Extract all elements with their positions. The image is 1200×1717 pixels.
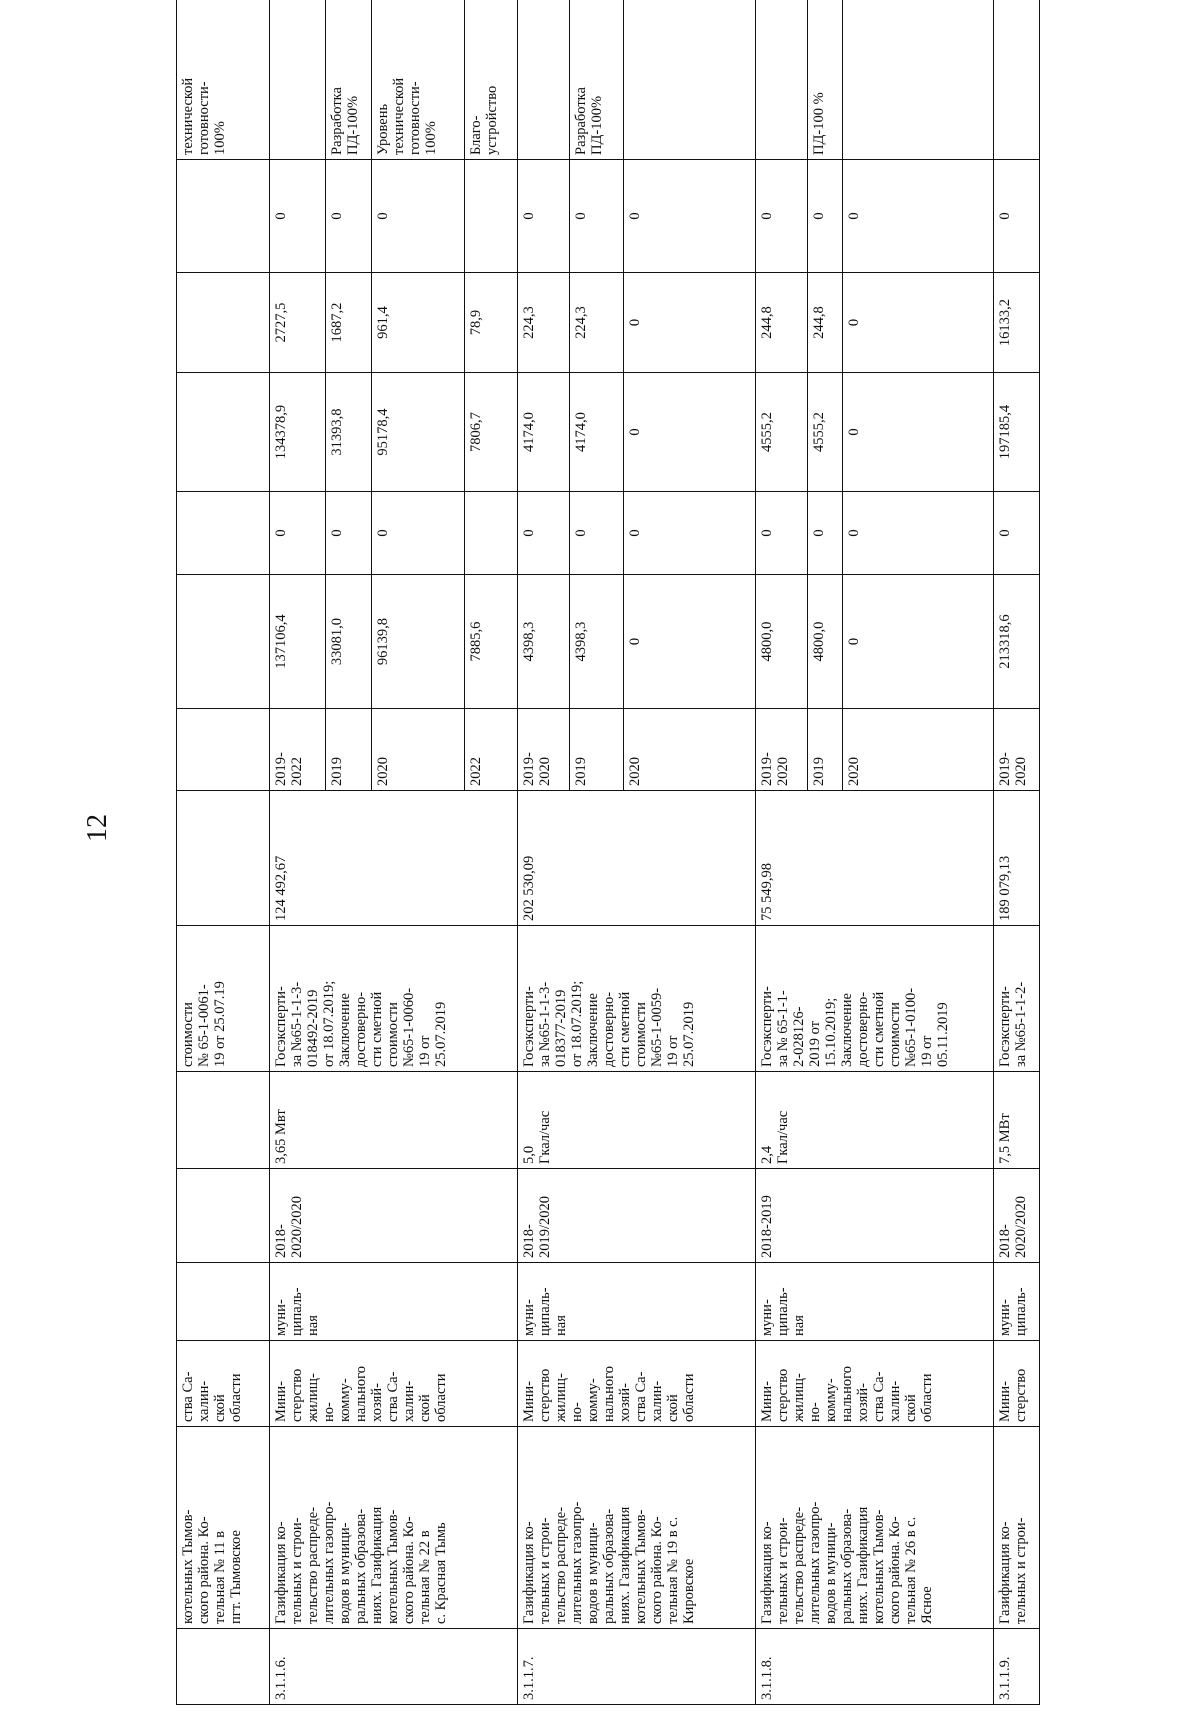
cell-v5: 0 bbox=[518, 160, 570, 273]
cell-period: 2018- 2020/2020 bbox=[270, 1169, 518, 1263]
cell-result bbox=[756, 0, 808, 160]
cell-v5: 0 bbox=[808, 160, 843, 273]
cell-v4: 2727,5 bbox=[270, 273, 326, 373]
cell-v4: 961,4 bbox=[371, 273, 464, 373]
cell-result bbox=[270, 0, 326, 160]
cell-name: Газификация ко- тельных и строи- тельство распреде- лительных газопро- водов в муници- pальных образова- ниях. Газификация котельных Тымов- ского района. Ко- тельная № 19 в с. Кировское bbox=[518, 1427, 756, 1629]
cell-v3: 4174,0 bbox=[570, 373, 624, 492]
cell-v5: 0 bbox=[326, 160, 372, 273]
cell-result: Благо- устройство bbox=[464, 0, 518, 160]
cell-result: ПД-100 % bbox=[808, 0, 843, 160]
cell-ownership: муни- ципаль- bbox=[994, 1263, 1040, 1341]
cell-v2: 0 bbox=[371, 492, 464, 575]
cell-v4: 224,3 bbox=[518, 273, 570, 373]
cell-customer: Мини- стерство bbox=[994, 1341, 1040, 1427]
cell-v5: 0 bbox=[623, 160, 755, 273]
cell-v5: 0 bbox=[756, 160, 808, 273]
cell-code: 3.1.1.8. bbox=[756, 1629, 994, 1705]
cell-period: 2018-2019 bbox=[756, 1169, 994, 1263]
cell-v1: 96139,8 bbox=[371, 575, 464, 709]
cell-capacity: 3,65 Мвт bbox=[270, 1072, 518, 1169]
cell-ownership: муни- ципаль- ная bbox=[270, 1263, 518, 1341]
cell-v3: 7806,7 bbox=[464, 373, 518, 492]
cell-result bbox=[623, 0, 755, 160]
table-row bbox=[177, 0, 270, 1705]
cell-v2: 0 bbox=[570, 492, 624, 575]
budget-table bbox=[176, 0, 1040, 1705]
cell-year: 2019- 2020 bbox=[518, 709, 570, 791]
cell-year: 2019 bbox=[570, 709, 624, 791]
cell-year: 2019 bbox=[326, 709, 372, 791]
cell-year: 2019- 2022 bbox=[270, 709, 326, 791]
cell-name: котельных Тымов- ского района. Ко- тельная № 11 в пгт. Тымовское bbox=[177, 1427, 270, 1629]
cell-v1: 4398,3 bbox=[518, 575, 570, 709]
cell-v4: 78,9 bbox=[464, 273, 518, 373]
cell-v1: 137106,4 bbox=[270, 575, 326, 709]
cell-capacity: 7,5 МВт bbox=[994, 1072, 1040, 1169]
cell-name: Газификация ко- тельных и строи- тельство распреде- лительных газопро- водов в муници- pальных образова- ниях. Газификация котельных Тымов- ского района. Ко- тельная № 22 в с. Красная Тымь bbox=[270, 1427, 518, 1629]
cell-v4 bbox=[177, 273, 270, 373]
cell-v4: 224,3 bbox=[570, 273, 624, 373]
cell-period: 2018- 2019/2020 bbox=[518, 1169, 756, 1263]
cell-v3: 4555,2 bbox=[808, 373, 843, 492]
cell-customer: ства Са- халин- ской области bbox=[177, 1341, 270, 1427]
cell-v1: 33081,0 bbox=[326, 575, 372, 709]
cell-year: 2022 bbox=[464, 709, 518, 791]
cell-v3: 134378,9 bbox=[270, 373, 326, 492]
cell-ownership: муни- ципаль- ная bbox=[518, 1263, 756, 1341]
cell-v4: 0 bbox=[843, 273, 994, 373]
cell-cost bbox=[177, 791, 270, 926]
cell-v4: 16133,2 bbox=[994, 273, 1040, 373]
cell-v3: 95178,4 bbox=[371, 373, 464, 492]
cell-customer: Мини- стерство жилищ- но- комму- нального хозяй- ства Са- халин- ской области bbox=[518, 1341, 756, 1427]
cell-v3: 197185,4 bbox=[994, 373, 1040, 492]
table-row bbox=[756, 0, 808, 1705]
cell-v5: 0 bbox=[843, 160, 994, 273]
cell-result bbox=[994, 0, 1040, 160]
cell-capacity: 2,4 Гкал/час bbox=[756, 1072, 994, 1169]
cell-v1: 4800,0 bbox=[756, 575, 808, 709]
cell-v3 bbox=[177, 373, 270, 492]
table-row bbox=[270, 0, 326, 1705]
cell-code bbox=[177, 1629, 270, 1705]
cell-name: Газификация ко- тельных и строи- тельство распреде- лительных газопро- водов в муници- pальных образова- ниях. Газификация котельных Тымов- ского района. Ко- тельная № 26 в с. Ясное bbox=[756, 1427, 994, 1629]
cell-v4: 0 bbox=[623, 273, 755, 373]
cell-code: 3.1.1.7. bbox=[518, 1629, 756, 1705]
cell-expertise: Госэксперти- за №65-1-1-3- 018492-2019 от 18.07.2019; Заключение достоверно- сти сметной стоимости №65-1-0060- 19 от 25.07.2019 bbox=[270, 926, 518, 1072]
cell-v1: 4800,0 bbox=[808, 575, 843, 709]
cell-period bbox=[177, 1169, 270, 1263]
cell-v1: 0 bbox=[623, 575, 755, 709]
cell-result: Уровень технической готовности- 100% bbox=[371, 0, 464, 160]
cell-v3: 4555,2 bbox=[756, 373, 808, 492]
cell-v2: 0 bbox=[518, 492, 570, 575]
cell-v4: 244,8 bbox=[808, 273, 843, 373]
cell-ownership bbox=[177, 1263, 270, 1341]
cell-result: Разработка ПД-100% bbox=[570, 0, 624, 160]
cell-v5: 0 bbox=[270, 160, 326, 273]
cell-expertise: Госэксперти- за № 65-1-1- 2-028126- 2019 от 15.10.2019; Заключение достоверно- сти сметной стоимости №65-1-0100- 19 от 05.11.2019 bbox=[756, 926, 994, 1072]
cell-ownership: муни- ципаль- ная bbox=[756, 1263, 994, 1341]
cell-year: 2020 bbox=[843, 709, 994, 791]
cell-expertise: стоимости № 65-1-0061- 19 от 25.07.19 bbox=[177, 926, 270, 1072]
cell-v1: 4398,3 bbox=[570, 575, 624, 709]
cell-cost: 124 492,67 bbox=[270, 791, 518, 926]
cell-capacity bbox=[177, 1072, 270, 1169]
cell-name: Газификация ко- тельных и строи- bbox=[994, 1427, 1040, 1629]
cell-v2: 0 bbox=[756, 492, 808, 575]
cell-v5: 0 bbox=[570, 160, 624, 273]
cell-customer: Мини- стерство жилищ- но- комму- нального хозяй- ства Са- халин- ской области bbox=[756, 1341, 994, 1427]
cell-result: технической готовности- 100% bbox=[177, 0, 270, 160]
cell-result bbox=[518, 0, 570, 160]
cell-v3: 31393,8 bbox=[326, 373, 372, 492]
cell-v5 bbox=[464, 160, 518, 273]
cell-period: 2018- 2020/2020 bbox=[994, 1169, 1040, 1263]
cell-v2: 0 bbox=[808, 492, 843, 575]
cell-v5: 0 bbox=[994, 160, 1040, 273]
cell-year: 2019- 2020 bbox=[994, 709, 1040, 791]
cell-v2: 0 bbox=[994, 492, 1040, 575]
cell-v3: 0 bbox=[623, 373, 755, 492]
cell-expertise: Госэксперти- за №65-1-1-3- 018377-2019 от 18.07.2019; Заключение достоверно- сти сметной стоимости №65-1-0059- 19 от 25.07.2019 bbox=[518, 926, 756, 1072]
cell-code: 3.1.1.9. bbox=[994, 1629, 1040, 1705]
cell-v2 bbox=[464, 492, 518, 575]
cell-cost: 189 079,13 bbox=[994, 791, 1040, 926]
cell-v2: 0 bbox=[326, 492, 372, 575]
cell-result bbox=[843, 0, 994, 160]
table-row bbox=[994, 0, 1040, 1705]
cell-v3: 4174,0 bbox=[518, 373, 570, 492]
cell-v5: 0 bbox=[371, 160, 464, 273]
cell-v1: 0 bbox=[843, 575, 994, 709]
cell-v3: 0 bbox=[843, 373, 994, 492]
rotated-table-wrapper bbox=[176, 0, 1040, 1705]
cell-v1: 213318,6 bbox=[994, 575, 1040, 709]
cell-customer: Мини- стерство жилищ- но- комму- нального хозяй- ства Са- халин- ской области bbox=[270, 1341, 518, 1427]
cell-v5 bbox=[177, 160, 270, 273]
cell-cost: 75 549,98 bbox=[756, 791, 994, 926]
cell-expertise: Госэксперти- за №65-1-1-2- bbox=[994, 926, 1040, 1072]
cell-v1 bbox=[177, 575, 270, 709]
cell-year: 2020 bbox=[371, 709, 464, 791]
cell-year: 2019 bbox=[808, 709, 843, 791]
page-number: 12 bbox=[82, 814, 113, 842]
cell-result: Разработка ПД-100% bbox=[326, 0, 372, 160]
cell-year: 2020 bbox=[623, 709, 755, 791]
cell-capacity: 5,0 Гкал/час bbox=[518, 1072, 756, 1169]
cell-v2 bbox=[177, 492, 270, 575]
cell-cost: 202 530,09 bbox=[518, 791, 756, 926]
cell-v2: 0 bbox=[843, 492, 994, 575]
cell-v1: 7885,6 bbox=[464, 575, 518, 709]
cell-v2: 0 bbox=[270, 492, 326, 575]
cell-v2: 0 bbox=[623, 492, 755, 575]
table-row bbox=[518, 0, 570, 1705]
cell-year: 2019- 2020 bbox=[756, 709, 808, 791]
cell-v4: 244,8 bbox=[756, 273, 808, 373]
cell-v4: 1687,2 bbox=[326, 273, 372, 373]
cell-code: 3.1.1.6. bbox=[270, 1629, 518, 1705]
cell-year bbox=[177, 709, 270, 791]
